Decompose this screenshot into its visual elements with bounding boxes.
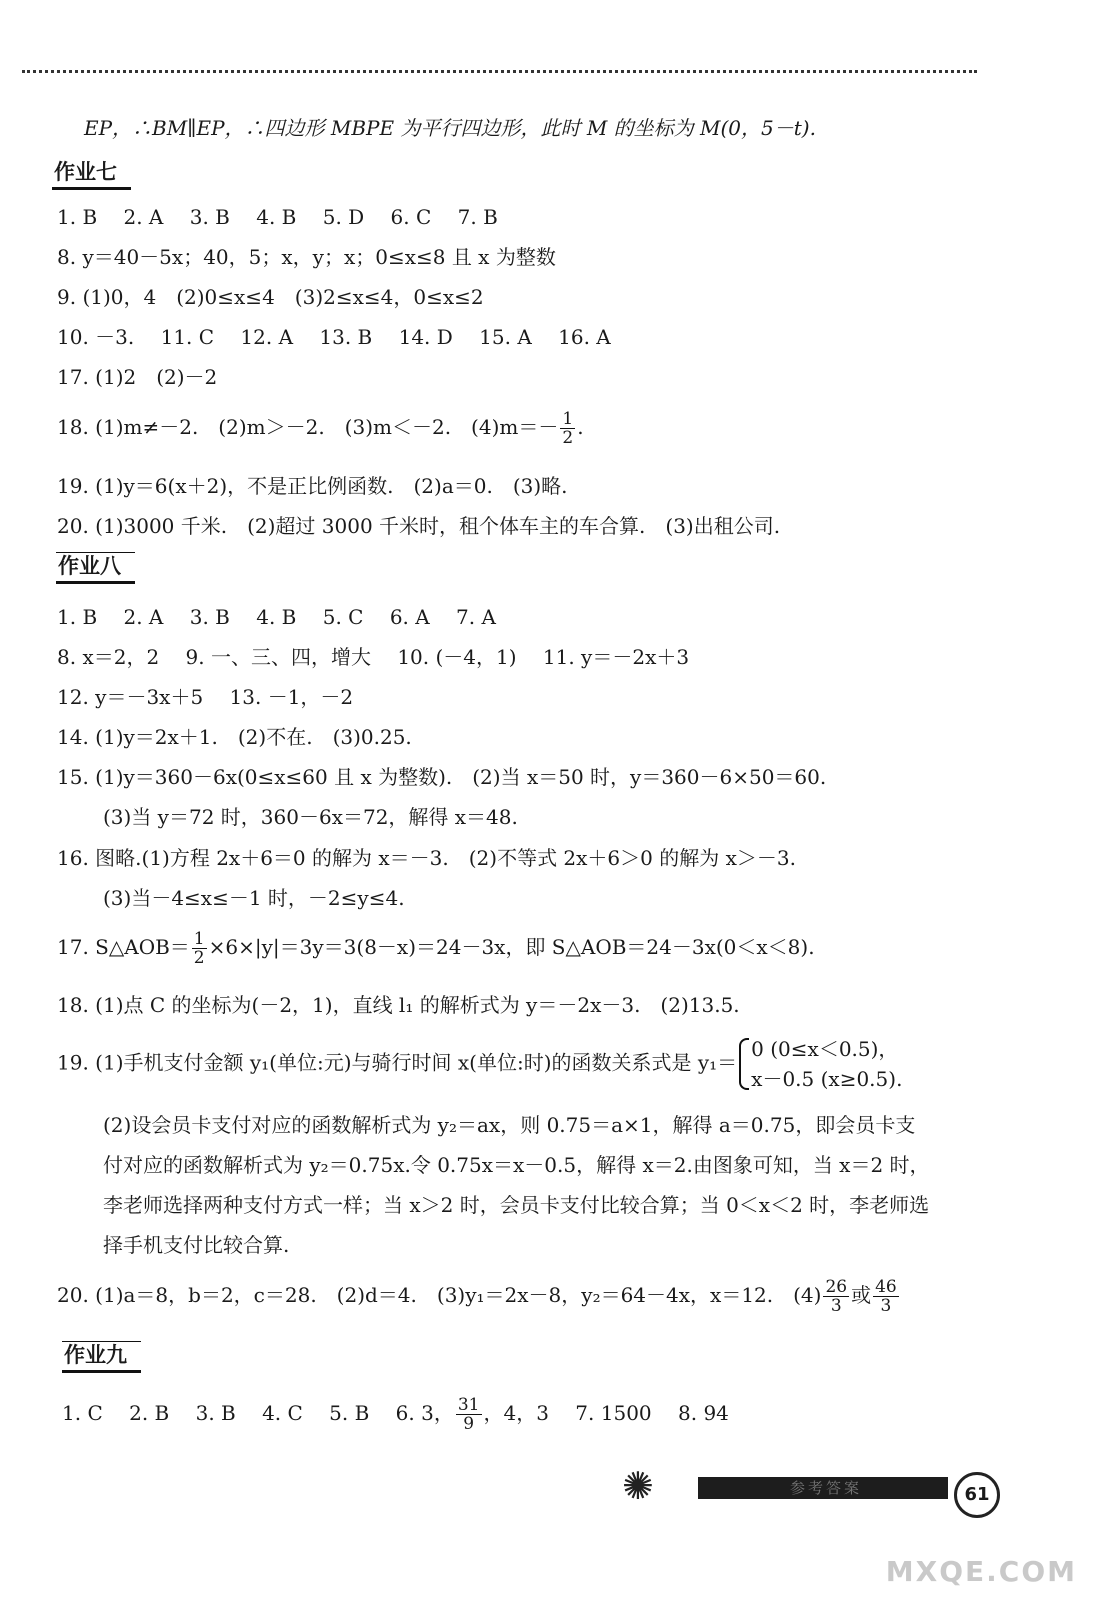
watermark: MXQE.COM — [885, 1555, 1077, 1588]
text-segment: 18. (1)m≠－2. (2)m＞－2. (3)m＜－2. (4)m＝－ — [57, 415, 559, 439]
denominator: 3 — [830, 1296, 842, 1316]
answer-line: 18. (1)点 C 的坐标为(－2，1)，直线 l₁ 的解析式为 y＝－2x－3. (2)13.5. — [57, 993, 740, 1017]
text-segment: ×6×|y|＝3y＝3(8－x)＝24－3x，即 S△AOB＝24－3x(0＜x＜8). — [208, 935, 815, 959]
numerator: 1 — [193, 929, 205, 949]
answer-line: 14. (1)y＝2x＋1. (2)不在. (3)0.25. — [57, 725, 412, 749]
answer-line: 17. (1)2 (2)－2 — [57, 365, 218, 389]
answer-line: 1. B 2. A 3. B 4. B 5. C 6. A 7. A — [57, 605, 496, 629]
text-segment: 或 — [851, 1283, 872, 1307]
fraction — [456, 1396, 482, 1433]
continuation-line: EP，∴BM∥EP，∴四边形 MBPE 为平行四边形，此时 M 的坐标为 M(0，5－t). — [84, 116, 816, 140]
section-title-8: 作业八 — [56, 552, 135, 584]
answer-line: 1. B 2. A 3. B 4. B 5. D 6. C 7. B — [57, 205, 498, 229]
answer-line: 9. (1)0，4 (2)0≤x≤4 (3)2≤x≤4，0≤x≤2 — [57, 285, 484, 309]
answer-line: 付对应的函数解析式为 y₂＝0.75x.令 0.75x＝x－0.5，解得 x＝2.由图象可知，当 x＝2 时， — [103, 1153, 930, 1177]
fraction — [560, 410, 575, 447]
case-line: x－0.5 (x≥0.5). — [751, 1067, 903, 1091]
answer-line: 李老师选择两种支付方式一样；当 x＞2 时，会员卡支付比较合算；当 0＜x＜2 时，李老师选 — [103, 1193, 930, 1217]
answer-line: 16. 图略.(1)方程 2x＋6＝0 的解为 x＝－3. (2)不等式 2x＋6＞0 的解为 x＞－3. — [57, 846, 796, 870]
answer-line: (3)当－4≤x≤－1 时，－2≤y≤4. — [103, 886, 405, 910]
dotted-divider — [22, 70, 977, 73]
text-segment: . — [577, 415, 584, 439]
numerator: 1 — [562, 409, 574, 429]
section-title-7: 作业七 — [52, 159, 131, 190]
footer-bar-label: 参考答案 — [790, 1479, 863, 1497]
denominator: 2 — [193, 948, 205, 968]
answer-line: 择手机支付比较合算. — [103, 1233, 290, 1257]
text-segment: ，4，3 7. 1500 8. 94 — [483, 1401, 729, 1425]
text-segment: 19. (1)手机支付金额 y₁(单位:元)与骑行时间 x(单位:时)的函数关系式是 y₁＝ — [57, 1050, 738, 1075]
answer-line: 8. x＝2，2 9. 一、三、四，增大 10. (－4，1) 11. y＝－2x＋3 — [57, 645, 690, 669]
answer-line: 8. y＝40－5x；40，5；x，y；x；0≤x≤8 且 x 为整数 — [57, 245, 556, 269]
answer-line-fraction — [62, 1396, 729, 1433]
fraction — [873, 1278, 899, 1315]
answer-line: (3)当 y＝72 时，360－6x＝72，解得 x＝48. — [103, 805, 518, 829]
answer-line: 19. (1)y＝6(x＋2)，不是正比例函数. (2)a＝0. (3)略. — [57, 474, 568, 498]
section-title-9: 作业九 — [62, 1341, 141, 1373]
answer-line: 12. y＝－3x＋5 13. －1，－2 — [57, 685, 354, 709]
page-number: 61 — [954, 1472, 1000, 1518]
answer-line-fraction — [57, 1278, 901, 1315]
denominator: 9 — [463, 1414, 475, 1434]
fraction — [192, 930, 207, 967]
answer-line: (2)设会员卡支付对应的函数解析式为 y₂＝ax，则 0.75＝a×1，解得 a＝0.75，即会员卡支 — [103, 1113, 916, 1137]
answer-line-fraction — [57, 410, 584, 447]
fraction — [823, 1278, 849, 1315]
denominator: 2 — [562, 428, 574, 448]
piecewise-brace — [737, 1034, 902, 1094]
numerator: 46 — [875, 1277, 897, 1297]
text-segment: 17. S△AOB＝ — [57, 935, 190, 959]
text-segment: 20. (1)a＝8，b＝2，c＝28. (2)d＝4. (3)y₁＝2x－8，y₂＝64－4x，x＝12. (4) — [57, 1283, 822, 1307]
sun-icon: ✺ — [622, 1464, 654, 1508]
text-segment: 1. C 2. B 3. B 4. C 5. B 6. 3， — [62, 1401, 454, 1425]
answer-line: 20. (1)3000 千米. (2)超过 3000 千米时，租个体车主的车合算. (3)出租公司. — [57, 514, 781, 538]
numerator: 31 — [457, 1395, 480, 1415]
answer-line-fraction — [57, 930, 815, 967]
case-line: 0 (0≤x＜0.5)， — [751, 1037, 899, 1061]
answer-line-cases — [57, 1034, 902, 1094]
denominator: 3 — [880, 1296, 892, 1316]
answer-line: 15. (1)y＝360－6x(0≤x≤60 且 x 为整数). (2)当 x＝50 时，y＝360－6×50＝60. — [57, 765, 827, 789]
numerator: 26 — [825, 1277, 848, 1297]
answer-line: 10. －3. 11. C 12. A 13. B 14. D 15. A 16. A — [57, 325, 611, 349]
